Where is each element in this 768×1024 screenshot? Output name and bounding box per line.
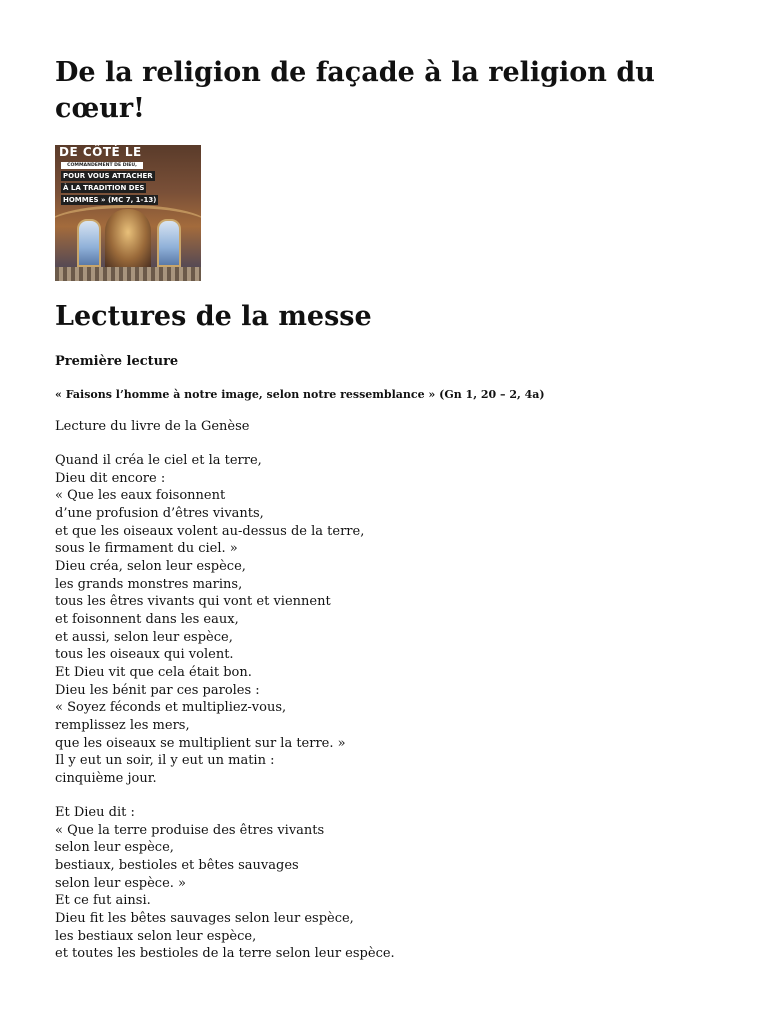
hero-banner-line: HOMMES » (MC 7, 1-13) [63, 196, 157, 204]
verse-line: et aussi, selon leur espèce, [55, 629, 233, 645]
verse-line: « Soyez féconds et multipliez-vous, [55, 700, 287, 716]
verse-line: Quand il créa le ciel et la terre, [55, 453, 262, 468]
verse-line: Il y eut un soir, il y eut un matin : [55, 753, 275, 769]
verse-line: Dieu dit encore : [55, 470, 166, 486]
verse-line: cinquième jour. [55, 770, 157, 786]
hero-banner-band: COMMANDEMENT DE DIEU, [61, 162, 143, 169]
hero-banner-line: POUR VOUS ATTACHER [63, 172, 153, 180]
verse-line: et que les oiseaux volent au-dessus de la terre, [55, 523, 365, 539]
verse-line: « Que la terre produise des êtres vivants [55, 822, 325, 838]
verse-line: Dieu créa, selon leur espèce, [55, 558, 246, 574]
verse-line: et toutes les bestioles de la terre selon leur espèce. [55, 946, 395, 962]
reading-stanza [55, 452, 364, 787]
verse-line: et foisonnent dans les eaux, [55, 611, 239, 627]
verse-line: Et Dieu vit que cela était bon. [55, 664, 252, 680]
verse-line: les bestiaux selon leur espèce, [55, 928, 257, 944]
verse-line: Et ce fut ainsi. [55, 893, 151, 909]
floor-decoration [55, 267, 201, 281]
altar-image [105, 209, 151, 267]
verse-line: Dieu les bénit par ces paroles : [55, 682, 260, 698]
article-hero-image [55, 145, 201, 281]
section-title: Lectures de la messe [55, 301, 372, 332]
reading-label: Première lecture [55, 354, 179, 369]
hero-banner-top: DE CÔTÉ LE [59, 145, 142, 159]
reading-subtitle: « Faisons l’homme à notre image, selon notre ressemblance » (Gn 1, 20 – 2, 4a) [55, 388, 545, 401]
verse-line: selon leur espèce. » [55, 875, 186, 891]
verse-line: sous le firmament du ciel. » [55, 541, 238, 557]
verse-line: Dieu fit les bêtes sauvages selon leur espèce, [55, 910, 354, 926]
reading-stanza [55, 804, 395, 963]
verse-line: d’une profusion d’êtres vivants, [55, 505, 264, 521]
verse-line: selon leur espèce, [55, 840, 174, 856]
verse-line: remplissez les mers, [55, 717, 190, 733]
verse-line: Et Dieu dit : [55, 805, 135, 820]
hero-banner-line: À LA TRADITION DES [63, 184, 145, 192]
article-title: De la religion de façade à la religion du cœur! [55, 57, 655, 124]
verse-line: les grands monstres marins, [55, 576, 243, 592]
verse-line: que les oiseaux se multiplient sur la terre. » [55, 735, 346, 751]
verse-line: bestiaux, bestioles et bêtes sauvages [55, 857, 299, 873]
reading-book: Lecture du livre de la Genèse [55, 419, 250, 434]
verse-line: tous les êtres vivants qui vont et viennent [55, 594, 331, 610]
stained-window-right [157, 219, 181, 267]
stained-window-left [77, 219, 101, 267]
verse-line: « Que les eaux foisonnent [55, 488, 226, 504]
verse-line: tous les oiseaux qui volent. [55, 647, 234, 663]
